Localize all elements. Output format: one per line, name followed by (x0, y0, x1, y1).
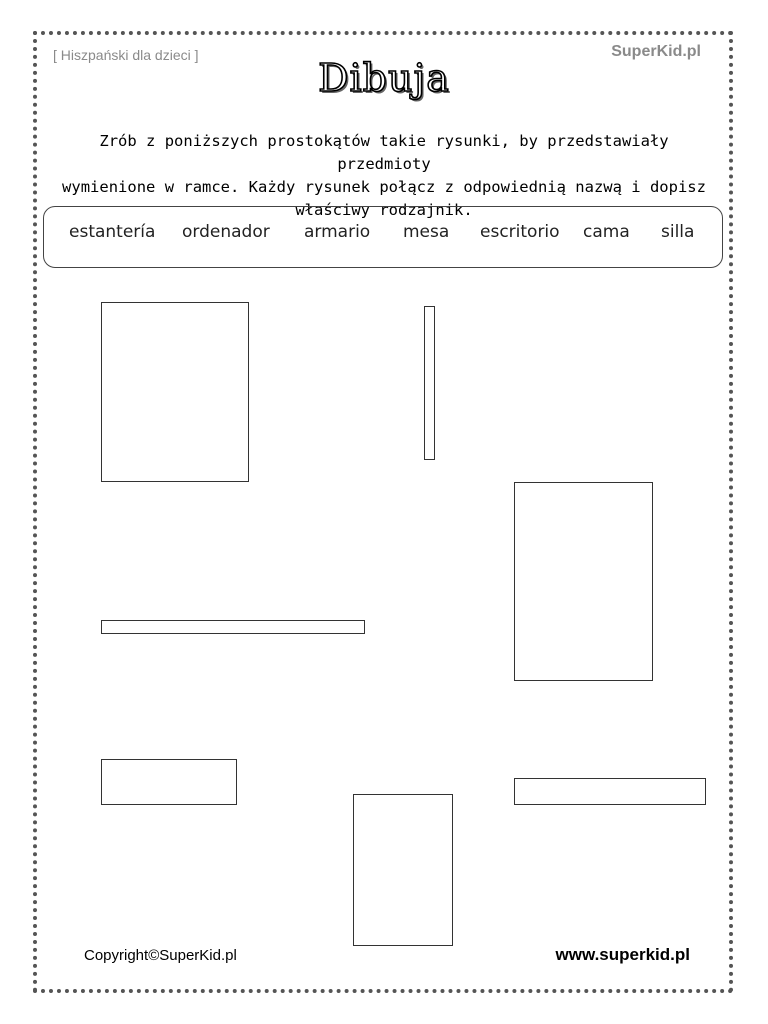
word-bank-item: silla (661, 222, 695, 242)
website-link[interactable]: www.superkid.pl (555, 945, 690, 964)
drawing-rectangle[interactable] (101, 620, 365, 634)
instructions-line: właściwy rodzajnik. (295, 201, 473, 219)
word-bank-item: armario (304, 222, 371, 242)
drawing-rectangle[interactable] (424, 306, 435, 460)
brand-logo-text: SuperKid.pl (611, 43, 701, 60)
copyright-text: Copyright©SuperKid.pl (84, 947, 237, 964)
drawing-rectangle[interactable] (353, 794, 453, 946)
word-bank-item: cama (583, 222, 630, 242)
category-tag: [ Hiszpański dla dzieci ] (53, 47, 199, 63)
word-bank-item: ordenador (182, 222, 270, 242)
instructions-line: Zrób z poniższych prostokątów takie rysunki, by przedstawiały przedmioty (99, 132, 669, 173)
drawing-rectangle[interactable] (101, 302, 249, 482)
instructions-line: wymienione w ramce. Każdy rysunek połącz z odpowiednią nazwą i dopisz (62, 178, 706, 196)
drawing-rectangle[interactable] (101, 759, 237, 805)
drawing-rectangle[interactable] (514, 482, 653, 681)
word-bank-item: estantería (69, 222, 156, 242)
word-bank-item: escritorio (480, 222, 560, 242)
drawing-rectangle[interactable] (514, 778, 706, 805)
page-title: Dibuja (318, 56, 450, 100)
word-bank-item: mesa (403, 222, 450, 242)
